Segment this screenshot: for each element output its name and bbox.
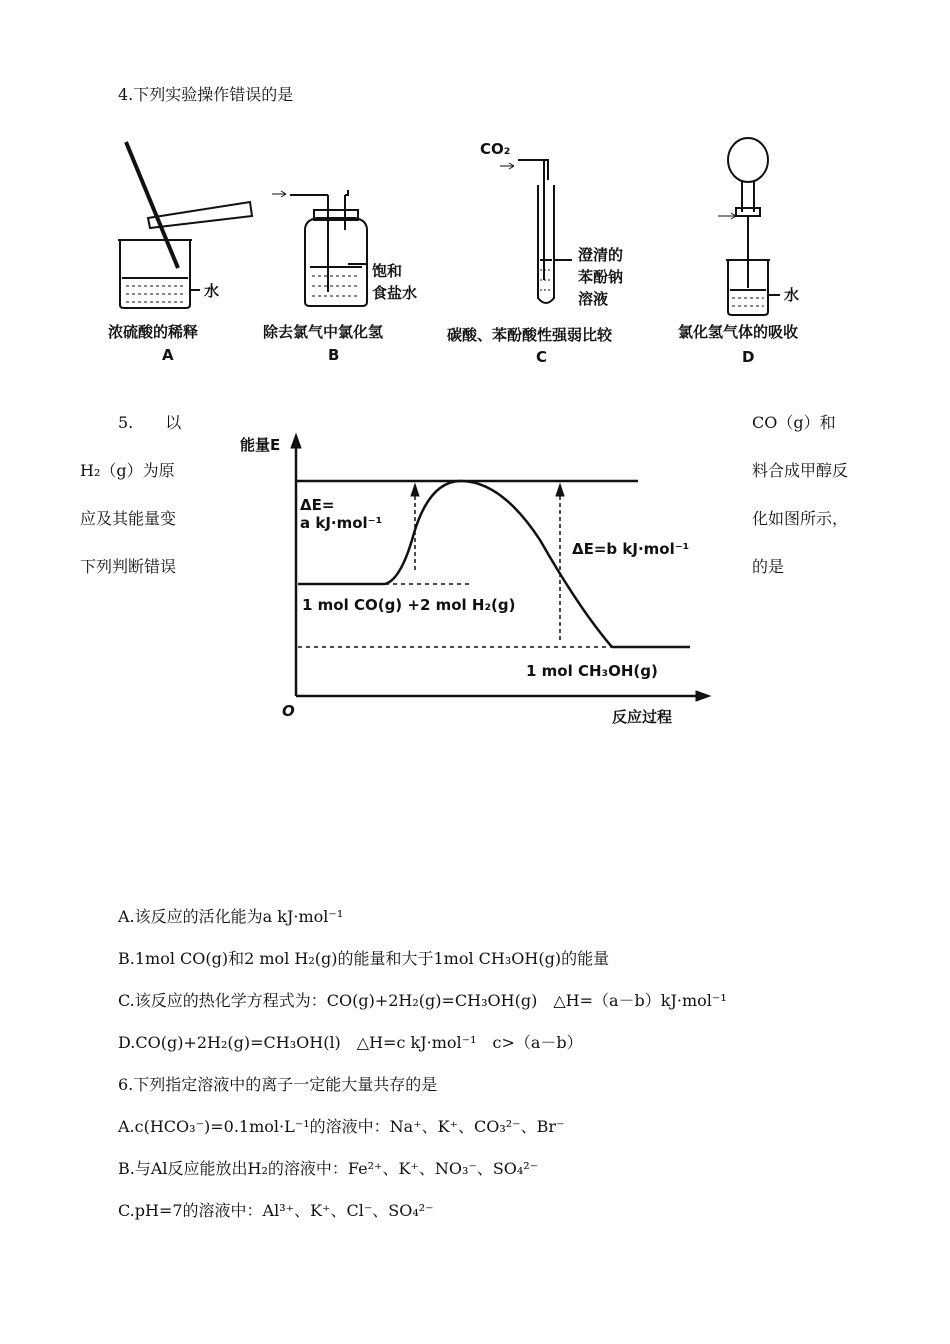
energy-curve xyxy=(385,481,612,647)
delta-a-line1: ΔE= xyxy=(300,496,335,514)
panel-c-label1: 澄清的 xyxy=(578,246,624,264)
q5-left-line-3: 应及其能量变 xyxy=(80,509,177,528)
q5-left-line-4: 下列判断错误 xyxy=(80,557,177,576)
q5-option-d: D.CO(g)+2H₂(g)=CH₃OH(l) △H=c kJ·mol⁻¹ c>（a－b） xyxy=(118,1033,583,1052)
panel-d-caption: 氯化氢气体的吸收 xyxy=(678,323,799,341)
panel-d-apparatus xyxy=(718,138,780,315)
panel-d-letter: D xyxy=(742,348,755,366)
q5-right-line-2: 料合成甲醇反 xyxy=(752,461,849,480)
origin-label: O xyxy=(282,702,295,720)
q6-stem: 6.下列指定溶液中的离子一定能大量共存的是 xyxy=(118,1075,438,1094)
product-label: 1 mol CH₃OH(g) xyxy=(526,662,658,680)
panel-d-water-label: 水 xyxy=(784,286,800,304)
q4-apparatus-figure xyxy=(100,130,880,370)
q4-stem: 4.下列实验操作错误的是 xyxy=(118,85,294,104)
panel-b-label1: 饱和 xyxy=(372,262,403,280)
q5-right-line-1: CO（g）和 xyxy=(752,413,836,432)
q5-option-b: B.1mol CO(g)和2 mol H₂(g)的能量和大于1mol CH₃OH(g)的能量 xyxy=(118,949,610,968)
reactants-label: 1 mol CO(g) +2 mol H₂(g) xyxy=(302,596,516,614)
q5-left-line-2: H₂（g）为原 xyxy=(80,461,175,480)
panel-b-caption: 除去氯气中氯化氢 xyxy=(263,323,384,341)
panel-b-letter: B xyxy=(328,346,340,364)
panel-c-letter: C xyxy=(536,348,548,366)
delta-b-label: ΔE=b kJ·mol⁻¹ xyxy=(572,540,690,558)
q5-right-line-3: 化如图所示， xyxy=(752,509,849,528)
panel-b-label2: 食盐水 xyxy=(372,284,418,302)
y-axis-arrow xyxy=(291,434,301,448)
panel-c-apparatus xyxy=(500,160,572,303)
panel-a-letter: A xyxy=(162,346,174,364)
q5-option-a: A.该反应的活化能为a kJ·mol⁻¹ xyxy=(118,907,344,926)
q5-energy-diagram xyxy=(240,420,720,730)
q6-option-a: A.c(HCO₃⁻)=0.1mol·L⁻¹的溶液中：Na⁺、K⁺、CO₃²⁻、Br⁻ xyxy=(118,1117,565,1136)
panel-c-caption: 碳酸、苯酚酸性强弱比较 xyxy=(447,326,613,344)
q6-option-b: B.与Al反应能放出H₂的溶液中：Fe²⁺、K⁺、NO₃⁻、SO₄²⁻ xyxy=(118,1159,539,1178)
q5-option-c: C.该反应的热化学方程式为：CO(g)+2H₂(g)=CH₃OH(g) △H=（a－b）kJ·mol⁻¹ xyxy=(118,991,727,1010)
panel-c-gas-label: CO₂ xyxy=(480,140,511,158)
q5-right-line-4: 的是 xyxy=(752,557,785,576)
panel-a-apparatus xyxy=(118,142,252,308)
q6-option-c: C.pH=7的溶液中：Al³⁺、K⁺、Cl⁻、SO₄²⁻ xyxy=(118,1201,434,1220)
q5-left-line-1: 5. 以 xyxy=(118,413,182,432)
x-axis-arrow xyxy=(696,691,710,701)
panel-b-apparatus xyxy=(272,190,368,306)
y-axis-label: 能量E xyxy=(240,436,281,454)
panel-c-label2: 苯酚钠 xyxy=(578,268,624,286)
x-axis-label: 反应过程 xyxy=(612,708,673,726)
panel-a-water-label: 水 xyxy=(204,282,220,300)
delta-a-line2: a kJ·mol⁻¹ xyxy=(300,514,383,532)
panel-a-caption: 浓硫酸的稀释 xyxy=(108,323,199,341)
panel-c-label3: 溶液 xyxy=(578,290,609,308)
